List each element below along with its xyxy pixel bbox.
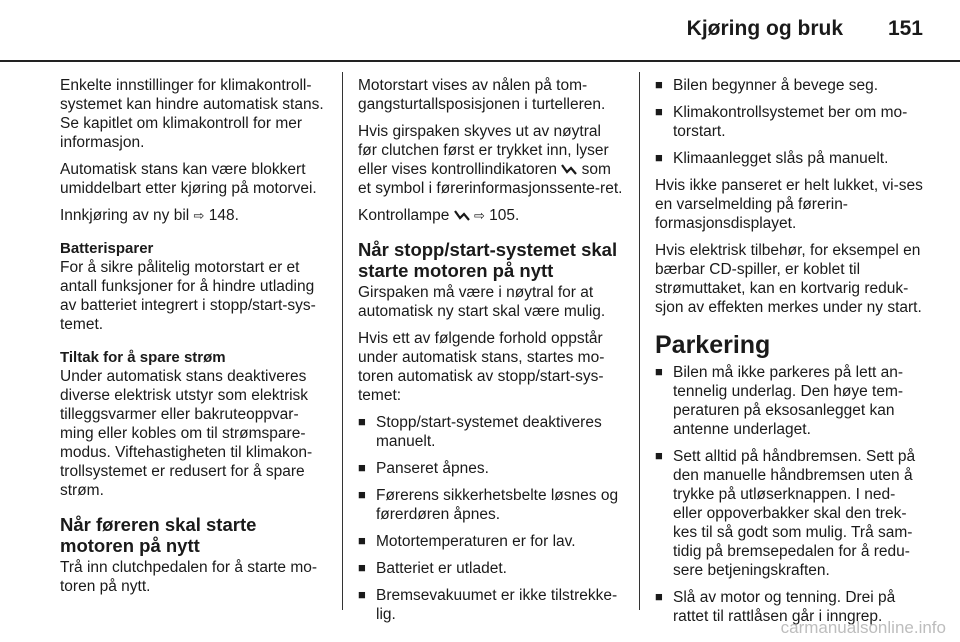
autostop-indicator-icon — [561, 163, 577, 175]
list-item: ■ Klimaanlegget slås på manuelt. — [655, 149, 923, 168]
header-rule — [0, 60, 960, 62]
autostop-indicator-icon — [454, 209, 470, 221]
watermark: carmanualsonline.info — [780, 618, 946, 637]
list-item: ■ Slå av motor og tenning. Drei på rattet til rattlåsen går i inngrep. — [655, 588, 923, 626]
paragraph-control-lamp: Kontrollampe ⇨ 105. — [358, 207, 520, 224]
paragraph-neutral: Girspaken må være i nøytral for at automatisk ny start skal være mulig. — [358, 284, 606, 320]
list-item: ■ Bremsevakuumet er ikke tilstrekke-lig. — [358, 586, 624, 624]
paragraph-accessories: Hvis elektrisk tilbehør, for eksempel en bærbar CD-spiller, er koblet til strømuttaket, kan en kortvarig reduk-sjon av effekten merkes under ny start. — [655, 242, 922, 316]
paragraph-driver-restart: Trå inn clutchpedalen for å starte mo-toren på nytt. — [60, 559, 318, 595]
column-2 — [358, 76, 624, 632]
heading-system-restart: Når stopp/start-systemet skal starte motoren på nytt — [358, 239, 618, 281]
paragraph-bonnet-warning: Hvis ikke panseret er helt lukket, vi-ses en varselmelding på førerin-formasjonsdisplayet. — [655, 177, 923, 232]
reference-arrow-icon: ⇨ — [473, 208, 485, 223]
list-item: ■ Stopp/start-systemet deaktiveres manuelt. — [358, 413, 624, 451]
page-header — [0, 0, 960, 62]
list-item: ■ Bilen begynner å bevege seg. — [655, 76, 923, 95]
list-item: ■ Førerens sikkerhetsbelte løsnes og førerdøren åpnes. — [358, 486, 624, 524]
paragraph-tachometer: Motorstart vises av nålen på tom-gangsturtallsposisjonen i turtelleren. — [358, 77, 606, 113]
heading-driver-restart: Når føreren skal starte motoren på nytt — [60, 514, 257, 556]
paragraph-power-saving: Under automatisk stans deaktiveres diverse elektrisk utstyr som elektrisk tilleggsvarmer eller bakruteoppvar-ming eller kobles om til strømspare-modus. Viftehastigheten til klimakon-trollsystemet er redusert for å spare strøm. — [60, 368, 313, 499]
heading-parking: Parkering — [655, 331, 771, 359]
conditions-list-continued — [655, 76, 923, 168]
column-divider-1 — [342, 72, 343, 610]
heading-power-saving: Tiltak for å spare strøm — [60, 349, 226, 366]
paragraph-motorway: Automatisk stans kan være blokkert umiddelbart etter kjøring på motorvei. — [60, 161, 317, 197]
list-item: ■ Panseret åpnes. — [358, 459, 624, 478]
paragraph-conditions: Hvis ett av følgende forhold oppstår under automatisk stans, startes mo-toren automatisk av stopp/start-sys-temet: — [358, 330, 605, 404]
page-number: 151 — [887, 17, 923, 40]
heading-battery-saver: Batterisparer — [60, 240, 154, 257]
paragraph-climate: Enkelte innstillinger for klimakontroll-systemet kan hindre automatisk stans. Se kapitlet om klimakontroll for mer informasjon. — [60, 77, 324, 151]
header-title: Kjøring og bruk — [686, 17, 843, 40]
reference-arrow-icon: ⇨ — [193, 208, 205, 223]
parking-list — [655, 363, 923, 626]
list-item: ■ Klimakontrollsystemet ber om mo-torstart. — [655, 103, 923, 141]
list-item: ■ Motortemperaturen er for lav. — [358, 532, 624, 551]
column-3 — [655, 76, 923, 634]
column-divider-2 — [639, 72, 640, 610]
list-item: ■ Bilen må ikke parkeres på lett an-tennelig underlag. Den høye tem-peraturen på eksosanlegget kan antenne underlaget. — [655, 363, 923, 439]
paragraph-break-in: Innkjøring av ny bil ⇨ 148. — [60, 207, 239, 224]
list-item: ■ Sett alltid på håndbremsen. Sett på den manuelle håndbremsen uten å trykke på utløserknappen. I ned-eller oppoverbakker skal den trek-kes til så godt som mulig. Trå sam-tidig på bremsepedalen for å redu-sere betjeningskraften. — [655, 447, 923, 580]
column-1 — [60, 76, 328, 604]
paragraph-battery: For å sikre pålitelig motorstart er et antall funksjoner for å hindre utlading av batteriet integrert i stopp/start-sys-temet. — [60, 259, 316, 333]
conditions-list — [358, 413, 624, 624]
list-item: ■ Batteriet er utladet. — [358, 559, 624, 578]
paragraph-gear-lever: Hvis girspaken skyves ut av nøytral før clutchen først er trykket inn, lyser eller vises kontrollindikatoren som et symbol i førerinformasjonssente-ret. — [358, 123, 623, 197]
